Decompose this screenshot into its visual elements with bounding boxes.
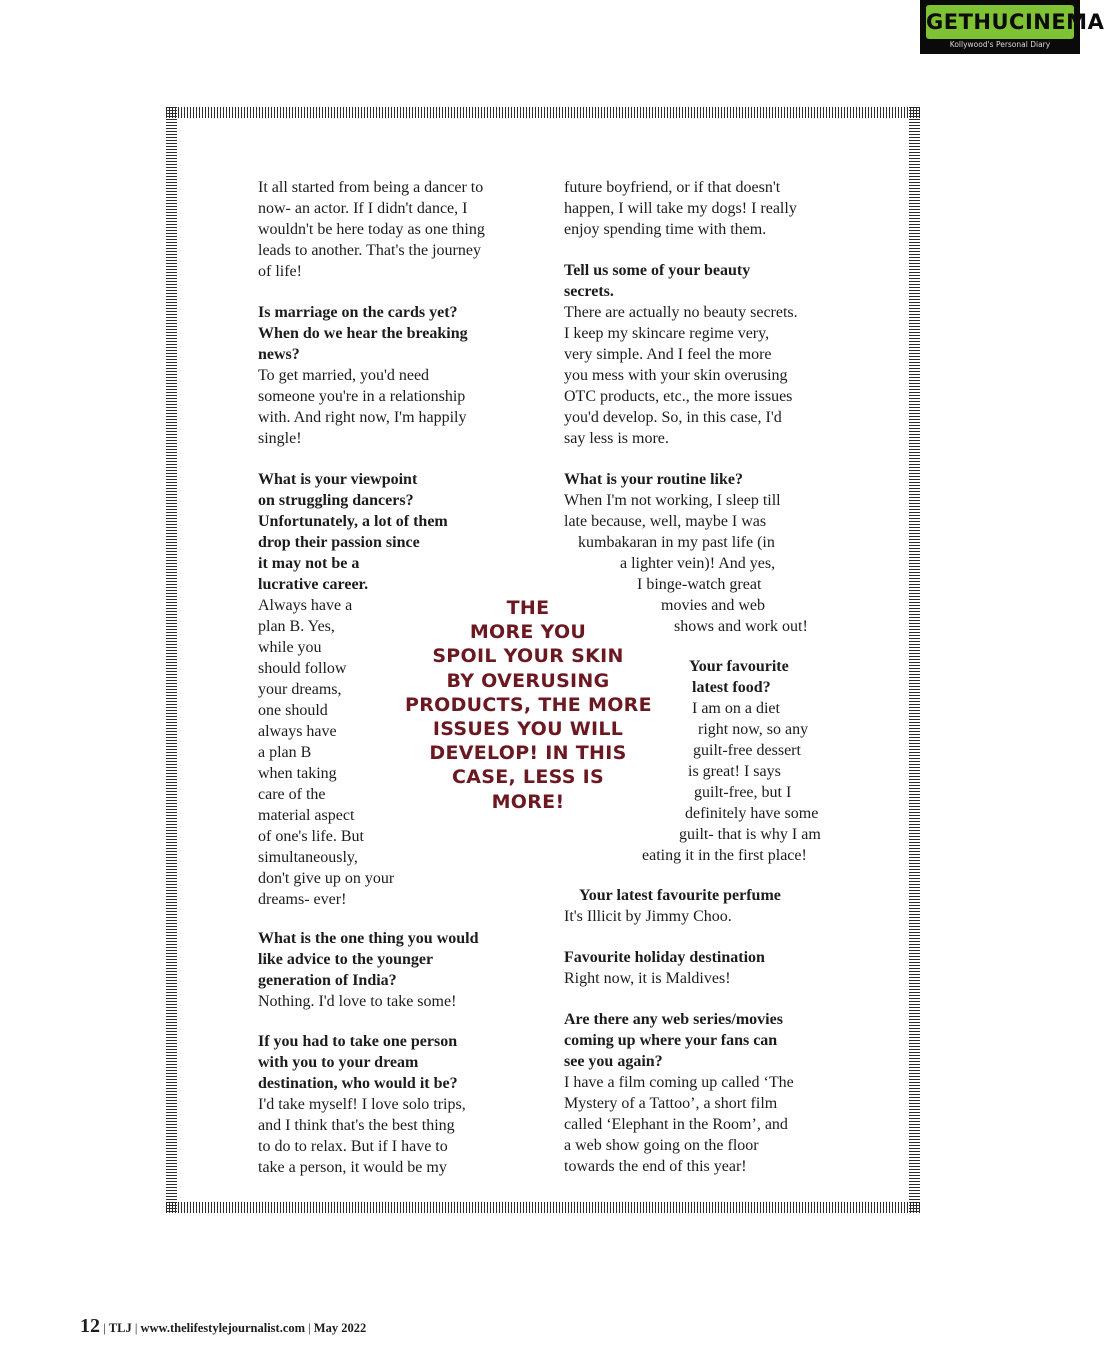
question-line: secrets. [564,283,614,300]
footer-separator: | [103,1321,106,1335]
answer-line: late because, well, maybe I was [564,513,767,530]
question-line: What is your routine like? [564,471,743,488]
answer-line: I am on a diet [692,700,780,717]
answer-line: towards the end of this year! [564,1158,747,1175]
question-line: When do we hear the breaking [258,325,468,342]
question-line: Favourite holiday destination [564,949,765,966]
pull-quote-line: DEVELOP! IN THIS [429,742,627,765]
answer-line: a web show going on the floor [564,1137,759,1154]
pull-quote-line: CASE, LESS IS [451,766,604,789]
question-line: What is your viewpoint [258,471,418,488]
answer-line: When I'm not working, I sleep till [564,492,781,509]
answer-line: leads to another. That's the journey [258,242,481,259]
answer-line: a plan B [258,744,312,761]
page-number: 12 [80,1315,100,1337]
question-line: Are there any web series/movies [564,1011,783,1028]
brand-logo [920,0,1104,54]
answer-line: guilt- that is why I am [679,826,821,843]
frame-border-right [909,107,920,1213]
answer-line: you'd develop. So, in this case, I'd [564,409,782,426]
question-line: it may not be a [258,555,360,572]
question-line: Tell us some of your beauty [564,262,751,279]
answer-line: kumbakaran in my past life (in [578,534,775,551]
answer-line: movies and web [661,597,765,614]
frame-border-top [166,107,920,118]
frame-border-left [166,107,177,1213]
question-line: Your latest favourite perfume [579,887,781,904]
pull-quote-line: PRODUCTS, THE MORE [405,693,652,716]
answer-line: I keep my skincare regime very, [564,325,770,342]
question-line: like advice to the younger [258,951,434,968]
answer-line: I'd take myself! I love solo trips, [258,1096,466,1113]
answer-line: Mystery of a Tattoo’, a short film [564,1095,778,1112]
question-line: What is the one thing you would [258,930,479,947]
answer-line: very simple. And I feel the more [564,346,772,363]
question-line: lucrative career. [258,576,369,593]
answer-line: now- an actor. If I didn't dance, I [258,200,468,217]
question-line: with you to your dream [258,1054,419,1071]
answer-line: single! [258,430,302,447]
answer-line: your dreams, [258,681,342,698]
answer-line: of one's life. But [258,828,364,845]
answer-line: To get married, you'd need [258,367,430,384]
frame-border-bottom [166,1202,920,1213]
pull-quote-line: ISSUES YOU WILL [432,718,624,741]
answer-line: There are actually no beauty secrets. [564,304,798,321]
brand-tagline: Kollywood's Personal Diary [949,40,1051,49]
answer-line: to do to relax. But if I have to [258,1138,448,1155]
answer-line: take a person, it would be my [258,1159,447,1176]
answer-line: shows and work out! [674,618,808,635]
question-line: generation of India? [258,972,397,989]
pull-quote-line: MORE YOU [469,621,587,644]
question-line: destination, who would it be? [258,1075,458,1092]
answer-line: future boyfriend, or if that doesn't [564,179,781,196]
answer-line: It all started from being a dancer to [258,179,484,196]
answer-line: OTC products, etc., the more issues [564,388,793,405]
magazine-name: TLJ [108,1321,132,1335]
question-line: Is marriage on the cards yet? [258,304,458,321]
answer-line: called ‘Elephant in the Room’, and [564,1116,788,1133]
footer-separator: | [308,1321,311,1335]
answer-line: care of the [258,786,326,803]
question-line: latest food? [692,679,771,696]
pull-quote-line: THE [506,597,550,619]
page-footer [80,1315,366,1338]
answer-line: I have a film coming up called ‘The [564,1074,794,1091]
answer-line: when taking [258,765,337,782]
answer-line: Nothing. I'd love to take some! [258,993,457,1010]
brand-badge [926,5,1104,39]
question-line: Your favourite [689,658,789,675]
answer-line: material aspect [258,807,355,824]
answer-line: of life! [258,263,302,280]
answer-line: should follow [258,660,347,677]
issue-date: May 2022 [313,1321,367,1335]
answer-line: It's Illicit by Jimmy Choo. [564,908,732,925]
answer-line: dreams- ever! [258,891,347,908]
answer-line: is great! I says [688,763,781,780]
answer-line: you mess with your skin overusing [564,367,788,384]
pull-quote [405,596,651,814]
question-line: drop their passion since [258,534,420,551]
answer-line: guilt-free dessert [693,742,801,759]
answer-line: don't give up on your [258,870,395,887]
answer-line: Right now, it is Maldives! [564,970,731,987]
answer-line: one should [258,702,328,719]
question-line: see you again? [564,1053,663,1070]
answer-line: with. And right now, I'm happily [258,409,467,426]
pull-quote-line: MORE! [491,790,565,813]
question-line: coming up where your fans can [564,1032,778,1049]
answer-line: happen, I will take my dogs! I really [564,200,797,217]
answer-line: right now, so any [698,721,809,738]
question-line: If you had to take one person [258,1033,458,1050]
answer-line: guilt-free, but I [694,784,792,801]
pull-quote-line: BY OVERUSING [446,669,610,692]
question-line: Unfortunately, a lot of them [258,513,448,530]
question-line: on struggling dancers? [258,492,414,509]
brand-name: GETHUCINEMA [926,10,1104,34]
answer-line: wouldn't be here today as one thing [258,221,485,238]
answer-line: always have [258,723,337,740]
answer-line: Always have a [258,597,353,614]
footer-separator: | [134,1321,138,1335]
website-link[interactable]: www.thelifestylejournalist.com [140,1321,306,1335]
pull-quote-line: SPOIL YOUR SKIN [432,645,624,668]
answer-line: definitely have some [685,805,819,822]
answer-line: I binge-watch great [637,576,762,593]
question-line: news? [258,346,300,363]
answer-line: simultaneously, [258,849,358,866]
answer-line: and I think that's the best thing [258,1117,455,1134]
answer-line: say less is more. [564,430,669,447]
answer-line: someone you're in a relationship [258,388,466,405]
answer-line: a lighter vein)! And yes, [620,555,776,572]
answer-line: enjoy spending time with them. [564,221,767,238]
answer-line: eating it in the first place! [642,847,807,864]
answer-line: while you [258,639,322,656]
answer-line: plan B. Yes, [258,618,335,635]
